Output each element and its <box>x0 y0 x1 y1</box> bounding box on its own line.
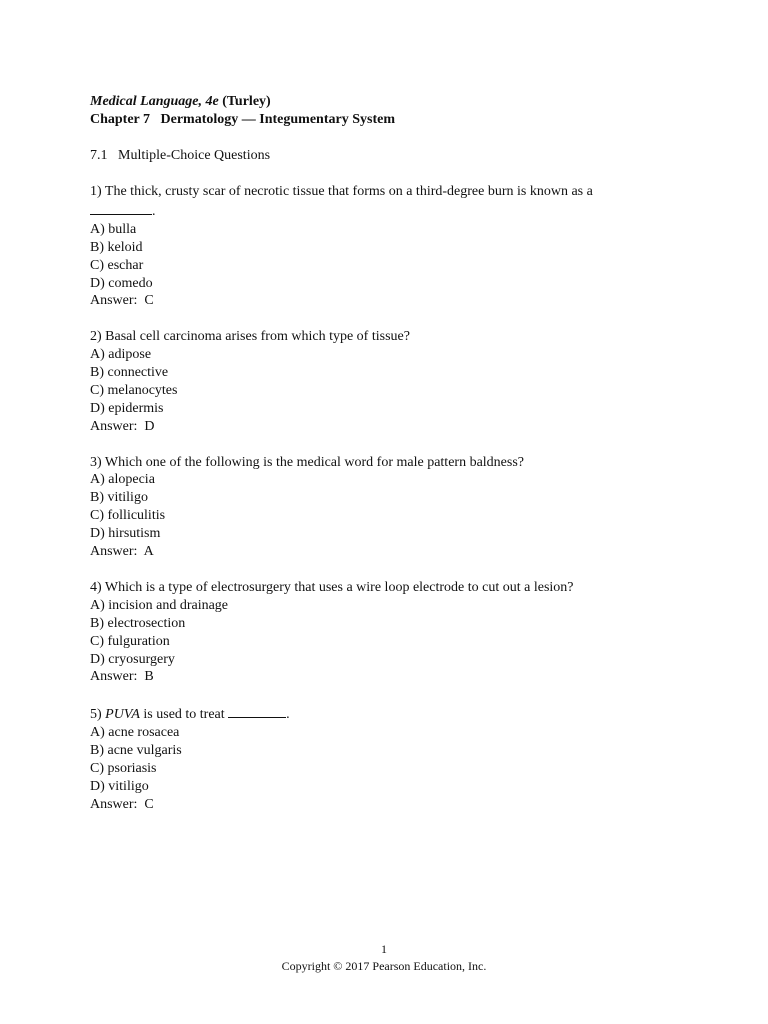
document-header <box>90 93 395 129</box>
question-stem <box>90 183 690 221</box>
question-stem: 2) Basal cell carcinoma arises from which type of tissue? <box>90 329 410 345</box>
answer-blank <box>90 201 152 215</box>
question-3 <box>90 454 690 561</box>
section-title: Multiple-Choice Questions <box>118 148 271 163</box>
option-c: C) psoriasis <box>90 760 157 776</box>
question-stem-text: 1) The thick, crusty scar of necrotic tissue that forms on a third-degree burn is known as a <box>90 184 593 199</box>
answer-key: Answer: D <box>90 418 155 434</box>
book-title-line <box>90 93 395 111</box>
option-d: D) vitiligo <box>90 778 149 794</box>
question-stem-end: . <box>286 707 290 723</box>
book-author: (Turley) <box>218 94 271 109</box>
question-2 <box>90 328 690 435</box>
answer-blank <box>228 704 286 718</box>
option-d: D) cryosurgery <box>90 651 175 667</box>
question-stem <box>90 704 690 724</box>
option-c: C) fulguration <box>90 633 170 649</box>
question-stem: 3) Which one of the following is the medical word for male pattern baldness? <box>90 454 524 470</box>
answer-key: Answer: B <box>90 669 154 685</box>
option-b: B) vitiligo <box>90 490 148 506</box>
question-stem-term: PUVA <box>105 707 140 723</box>
question-5 <box>90 704 690 813</box>
option-d: D) hirsutism <box>90 526 161 542</box>
option-d: D) comedo <box>90 275 153 291</box>
option-b: B) connective <box>90 365 169 381</box>
question-stem-suffix: is used to treat <box>139 707 229 723</box>
question-stem-prefix: 5) <box>90 707 106 723</box>
question-1 <box>90 183 690 310</box>
answer-key: Answer: A <box>90 544 154 560</box>
option-a: A) alopecia <box>90 472 155 488</box>
answer-key: Answer: C <box>90 293 154 309</box>
page-number: 1 <box>381 942 387 956</box>
section-heading <box>90 147 270 165</box>
option-a: A) bulla <box>90 221 137 237</box>
option-b: B) keloid <box>90 239 143 255</box>
section-number: 7.1 <box>90 148 108 163</box>
page-footer <box>0 941 768 975</box>
option-a: A) acne rosacea <box>90 725 180 741</box>
question-stem: 4) Which is a type of electrosurgery that uses a wire loop electrode to cut out a lesion? <box>90 579 574 595</box>
option-c: C) folliculitis <box>90 508 166 524</box>
question-stem-end: . <box>152 203 156 219</box>
copyright-notice: Copyright © 2017 Pearson Education, Inc. <box>281 959 487 973</box>
option-c: C) eschar <box>90 257 144 273</box>
answer-key: Answer: C <box>90 796 154 812</box>
option-c: C) melanocytes <box>90 382 178 398</box>
question-4 <box>90 579 690 686</box>
option-b: B) acne vulgaris <box>90 743 182 759</box>
chapter-title: Chapter 7 Dermatology — Integumentary System <box>90 112 395 127</box>
option-a: A) incision and drainage <box>90 597 229 613</box>
book-title: Medical Language, 4e <box>90 94 219 109</box>
option-b: B) electrosection <box>90 615 186 631</box>
option-d: D) epidermis <box>90 400 164 416</box>
question-list <box>90 183 690 832</box>
option-a: A) adipose <box>90 347 152 363</box>
